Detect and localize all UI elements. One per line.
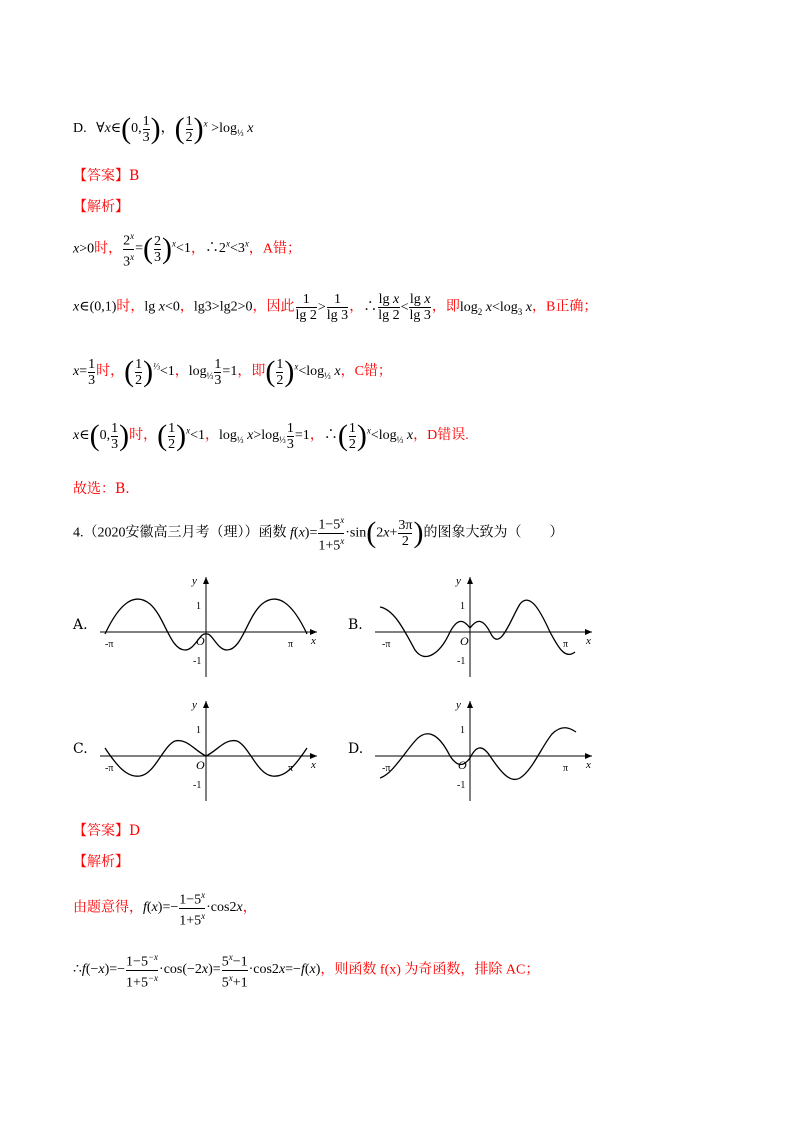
- graph-d: [370, 696, 600, 806]
- analysis2-prefix: 由题意得，: [73, 900, 143, 916]
- graph-a-x-label: x: [311, 635, 316, 647]
- answer-2: [73, 820, 140, 840]
- graph-b-label: B.: [348, 617, 363, 633]
- graph-d-y-label: y: [456, 699, 461, 711]
- graph-b-origin: O: [460, 634, 469, 648]
- analysis2-line-b: ∴f(−x)=− $\frac{1-5^{-x}}{1+5^{-x}}$ ·cos(−2x)= $\frac{5^x-1}{5^x+1}$ ·cos2x=−f(x)，则函数 f(x) 为奇函数，排除 AC；: [73, 952, 540, 991]
- question-4: 4.（2020安徽高三月考（理））函数 f(x)= $\frac{1-5^x}{1+5^x}$ ·sin(2x+ $\frac{3\pi}{2}$ )的图象大致为（ ）: [73, 515, 564, 554]
- answer-2-label: 【答案】: [73, 823, 129, 839]
- analysis-line-d: x∈(0, $\frac{1}{3}$ )时，( $\frac{1}{2}$ )$^x$<1，$\log_{\frac{1}{3}} x>\log_{\frac{1}{3}}$ $\frac{1}{3}$ =1，∴( $\frac{1}{2}$ )$^x<\log_{\frac{1}{3}}$ x，D错误.: [73, 419, 469, 452]
- analysis2-line-a: 由题意得，f(x)=− $\frac{1-5^x}{1+5^x}$ ·cos2x，: [73, 890, 257, 929]
- option-d-label: D.: [73, 121, 87, 137]
- graph-a-neg-one: -1: [193, 656, 202, 667]
- graph-c-y-label: y: [192, 699, 197, 711]
- graph-a-neg-pi: -π: [105, 639, 114, 650]
- graph-d-neg-pi: -π: [382, 763, 391, 774]
- graph-d-label: D.: [348, 741, 364, 757]
- graph-a-origin: O: [196, 634, 205, 648]
- graph-a-y-label: y: [192, 575, 197, 587]
- graph-c-x-label: x: [311, 759, 316, 771]
- graph-a-pi: π: [288, 639, 294, 650]
- graph-d-pi: π: [563, 763, 569, 774]
- graph-d-neg-one: -1: [457, 780, 466, 791]
- analysis-1-label: 【解析】: [73, 199, 129, 215]
- option-d-formula: ∀x∈(0, $\frac{1}{3}$ )，( $\frac{1}{2}$ )$^x >\log_{\frac{1}{3}}$ x: [96, 112, 254, 145]
- answer-1-label: 【答案】: [73, 168, 129, 184]
- option-d-line: [73, 112, 253, 146]
- analysis2-suffix: ，则函数 f(x) 为奇函数，排除 AC；: [320, 962, 540, 978]
- graph-b-one: 1: [460, 601, 465, 612]
- analysis-line-c: x= $\frac{1}{3}$ 时，( $\frac{1}{2}$ )$^{\frac{1}{3}}$<1，$\log_{\frac{1}{3}}$ $\frac{1}{3}$ =1，即( $\frac{1}{2}$ )$^x<\log_{\frac{1}{3}}$ x，C错；: [73, 355, 392, 388]
- analysis-line-a: x>0时， $\frac{2^x}{3^x}$ =( $\frac{2}{3}$ )$^x$<1，$\therefore 2^x<3^x$，A错；: [73, 231, 301, 270]
- conclusion-1: 故选：B.: [73, 481, 130, 497]
- graph-d-x-label: x: [586, 759, 591, 771]
- graph-b-neg-pi: -π: [382, 639, 391, 650]
- answer-1-value: B: [129, 168, 140, 184]
- graph-b-neg-one: -1: [457, 656, 466, 667]
- question-source: （2020安徽高三月考（理））函数: [83, 525, 287, 541]
- graph-d-origin: O: [458, 758, 467, 772]
- graph-b-y-label: y: [456, 575, 461, 587]
- graph-c-neg-one: -1: [193, 780, 202, 791]
- analysis-2-label: 【解析】: [73, 854, 129, 870]
- graph-a: [95, 572, 325, 682]
- question-tail: 的图象大致为（ ）: [423, 525, 564, 541]
- graph-b-pi: π: [563, 639, 569, 650]
- graph-a-label: A.: [73, 617, 88, 633]
- answer-1: [73, 165, 139, 185]
- answer-2-value: D: [129, 823, 141, 839]
- graph-b-x-label: x: [586, 635, 591, 647]
- graph-c-label: C.: [73, 741, 88, 757]
- graph-c-one: 1: [196, 725, 201, 736]
- graph-d-one: 1: [460, 725, 465, 736]
- graph-c-origin: O: [196, 758, 205, 772]
- analysis-line-b: x∈(0,1)时，lg x<0，lg3>lg2>0，因此 $\frac{1}{\lg 2}$ > $\frac{1}{\lg 3}$ ，∴ $\frac{\text{lg x}}{\lg 2}$ < $\frac{\text{lg x}}{\lg 3}$ ，即$\log_2 x<\log_3$ x，B正确；: [73, 292, 598, 323]
- graph-b: [370, 572, 600, 682]
- graph-c-neg-pi: -π: [105, 763, 114, 774]
- graph-c: [95, 696, 325, 806]
- graph-a-one: 1: [196, 601, 201, 612]
- graph-c-pi: π: [288, 763, 294, 774]
- question-number: 4.: [73, 525, 84, 541]
